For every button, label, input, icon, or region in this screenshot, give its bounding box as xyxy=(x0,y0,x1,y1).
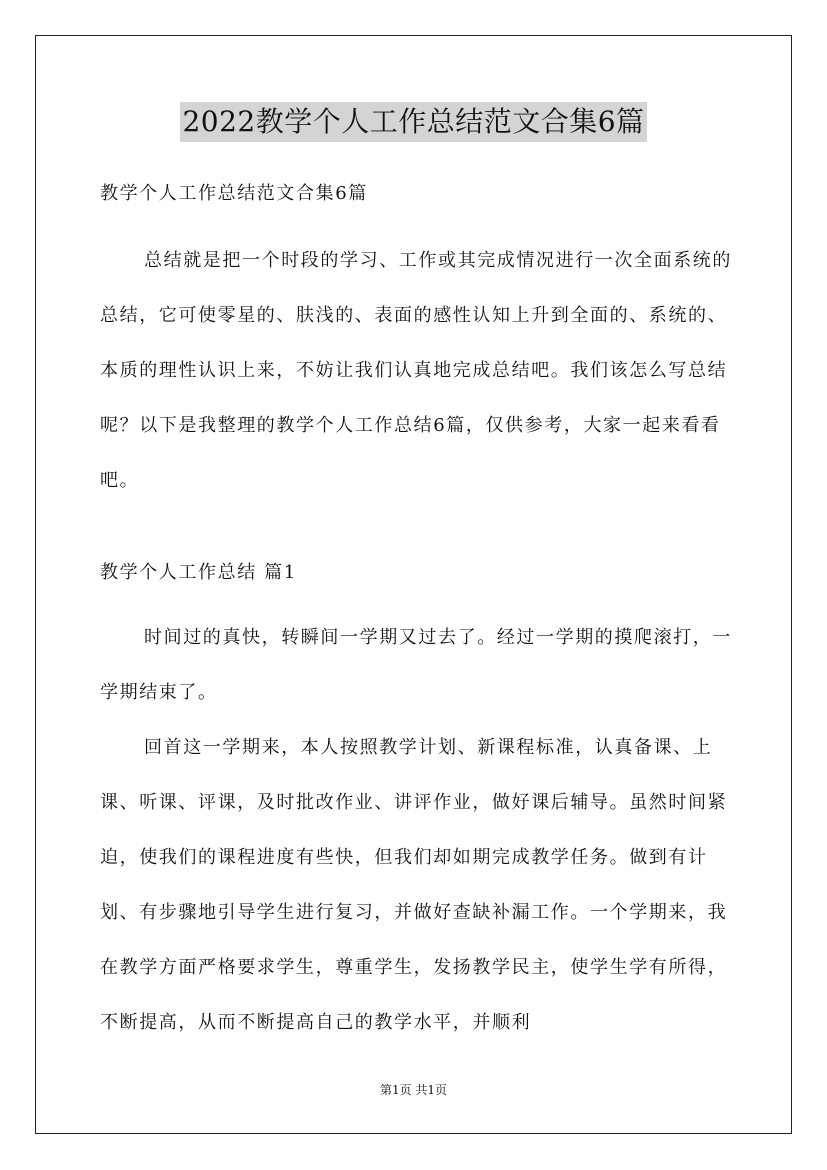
document-title-wrapper xyxy=(0,101,827,142)
body-paragraph-1: 时间过的真快，转瞬间一学期又过去了。经过一学期的摸爬滚打，一学期结束了。 xyxy=(100,627,732,703)
page-footer: 第1页 共1页 xyxy=(379,1083,448,1097)
intro-paragraph: 总结就是把一个时段的学习、工作或其完成情况进行一次全面系统的总结，它可使零星的、肤浅的、表面的感性认知上升到全面的、系统的、本质的理性认识上来，不妨让我们认真地完成总结吧。我们该怎么写总结呢？以下是我整理的教学个人工作总结6篇，仅供参考，大家一起来看看吧。 xyxy=(100,250,732,491)
document-subtitle: 教学个人工作总结范文合集6篇 xyxy=(100,183,368,204)
body-paragraph-2: 回首这一学期来，本人按照教学计划、新课程标准，认真备课、上课、听课、评课，及时批改作业、讲评作业，做好课后辅导。虽然时间紧迫，使我们的课程进度有些快，但我们却如期完成教学任务。做到有计划、有步骤地引导学生进行复习，并做好查缺补漏工作。一个学期来，我在教学方面严格要求学生，尊重学生，发扬教学民主，使学生学有所得，不断提高，从而不断提高自己的教学水平，并顺利 xyxy=(100,737,728,1033)
document-title: 2022教学个人工作总结范文合集6篇 xyxy=(180,102,646,142)
section-heading: 教学个人工作总结 篇1 xyxy=(100,562,297,583)
